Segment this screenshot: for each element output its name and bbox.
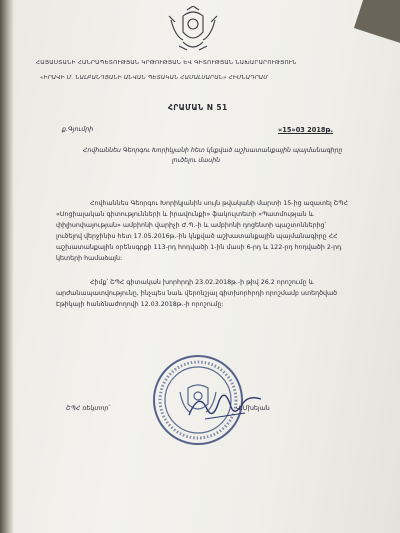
order-title: ՀՐԱՄԱՆ N 51 xyxy=(168,103,228,112)
order-city: ք.Գյումրի xyxy=(62,126,94,133)
coat-of-arms-icon xyxy=(165,6,221,56)
body-line: Հովհաննես Գեորգու Խորիկյանին սույն թվականի մարտի 15-ից ազատել ՇՊՀ xyxy=(90,200,348,207)
body-line: փիլիսոփայության» ամբիոնի վարիչի Ժ.Պ.-ի և ամբիոնի դոցենտի պաշտոններից՝ xyxy=(56,222,327,229)
page-edge-shadow xyxy=(0,0,14,533)
institution-name: «ԻՐԱՎԻ Մ. ՆԱԼԲԱՆԴՅԱՆԻ ԱՆՎԱՆ ՊԵՏԱԿԱՆ ՀԱՄԱԼՍԱՐԱՆ» ՀԻՄՆԱԴՐԱՄ xyxy=(40,75,268,81)
signature-label: ՇՊՀ ռեկտոր՝ xyxy=(66,405,110,412)
basis-line: Էթիկայի հանձնաժողովի 12.03.2018թ.-ի որոշումը: xyxy=(56,301,224,308)
body-line: «Սոցիալական գիտությունների և իրավունքի» ֆակուլտետի «Պատմության և xyxy=(56,211,314,218)
order-date-text: «15»03 2018թ. xyxy=(278,126,334,134)
subject-line-2: լուծելու մասին xyxy=(172,157,221,164)
signatory-name: Վ.Մխեյան xyxy=(236,405,270,412)
subject-line-1: Հովհաննես Գեորգու Խորիկյանի հետ կնքված աշխատանքային պայմանագիրը xyxy=(83,147,343,154)
body-line: կետերի համաձայն: xyxy=(56,255,123,262)
body-line: լուծելով վերջինիս հետ 17.05.2016թ.-ին կնքված աշխատանքային պայմանագիրը ՀՀ xyxy=(56,233,338,240)
ministry-name: ՀԱՅԱՍՏԱՆԻ ՀԱՆՐԱՊԵՏՈՒԹՅԱՆ ԿՐԹՈՒԹՅԱՆ ԵՎ ԳԻՏՈՒԹՅԱՆ ՆԱԽԱՐԱՐՈՒԹՅՈՒՆ xyxy=(36,60,297,66)
page-curl xyxy=(354,0,400,50)
basis-line: արժանապատվությունը, ինչպես նաև վերոնշյալ գիտխորհրդի որոշմամբ ստեղծված xyxy=(56,290,338,297)
basis-line: Հիմք՝ ՇՊՀ գիտական խորհրդի 23.02.2018թ.-ի թիվ 26.2 որոշումը և xyxy=(90,279,314,286)
order-date xyxy=(278,126,333,134)
body-line: աշխատանքային օրենսգրքի 113-րդ հոդվածի 1-ին մասի 6-րդ և 122-րդ հոդվածի 2-րդ xyxy=(56,244,342,251)
